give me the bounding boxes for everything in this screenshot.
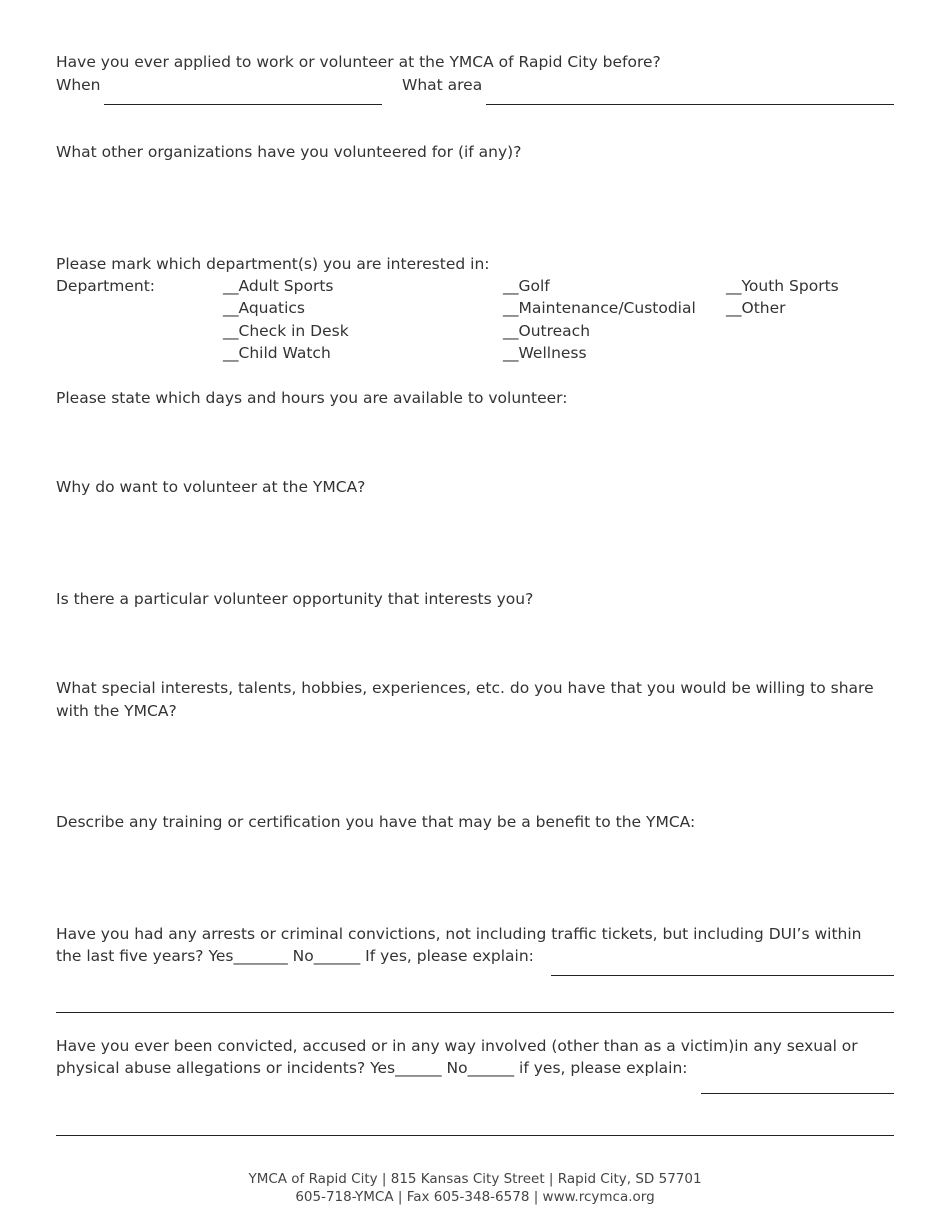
arrests-explain-line-2[interactable]: [56, 1012, 894, 1013]
dept-option-golf[interactable]: __Golf: [503, 277, 550, 295]
what-area-label: What area: [402, 76, 483, 94]
what-area-input-line[interactable]: [486, 104, 894, 105]
question-abuse-line1: Have you ever been convicted, accused or in any way involved (other than as a victim)in any sexual or: [56, 1037, 858, 1055]
question-applied-before: Have you ever applied to work or volunteer at the YMCA of Rapid City before?: [56, 53, 661, 71]
question-interests-line1: What special interests, talents, hobbies, experiences, etc. do you have that you would be willing to share: [56, 679, 874, 697]
dept-option-outreach[interactable]: __Outreach: [503, 322, 591, 340]
dept-option-aquatics[interactable]: __Aquatics: [223, 299, 305, 317]
question-departments: Please mark which department(s) you are interested in:: [56, 255, 490, 273]
footer-contact: 605-718-YMCA | Fax 605-348-6578 | www.rcymca.org: [295, 1189, 655, 1205]
question-why-volunteer: Why do want to volunteer at the YMCA?: [56, 478, 366, 496]
dept-option-wellness[interactable]: __Wellness: [503, 344, 587, 362]
dept-option-youth-sports[interactable]: __Youth Sports: [726, 277, 839, 295]
when-label: When: [56, 76, 101, 94]
question-abuse-line2: physical abuse allegations or incidents? Yes______ No______ if yes, please explain:: [56, 1059, 688, 1077]
question-other-organizations: What other organizations have you volunteered for (if any)?: [56, 143, 522, 161]
question-arrests-line1: Have you had any arrests or criminal convictions, not including traffic tickets, but including DUI’s within: [56, 925, 862, 943]
question-availability: Please state which days and hours you are available to volunteer:: [56, 389, 568, 407]
question-arrests-line2: the last five years? Yes_______ No______ If yes, please explain:: [56, 947, 534, 965]
question-training: Describe any training or certification you have that may be a benefit to the YMCA:: [56, 813, 696, 831]
abuse-explain-line-2[interactable]: [56, 1135, 894, 1136]
dept-option-other[interactable]: __Other: [726, 299, 786, 317]
question-interests-line2: with the YMCA?: [56, 702, 177, 720]
abuse-explain-line[interactable]: [701, 1093, 894, 1094]
department-label: Department:: [56, 277, 156, 295]
question-opportunity: Is there a particular volunteer opportunity that interests you?: [56, 590, 534, 608]
dept-option-maintenance-custodial[interactable]: __Maintenance/Custodial: [503, 299, 696, 317]
dept-option-check-in-desk[interactable]: __Check in Desk: [223, 322, 349, 340]
when-input-line[interactable]: [104, 104, 382, 105]
dept-option-adult-sports[interactable]: __Adult Sports: [223, 277, 334, 295]
dept-option-child-watch[interactable]: __Child Watch: [223, 344, 331, 362]
arrests-explain-line[interactable]: [551, 975, 894, 976]
footer-address: YMCA of Rapid City | 815 Kansas City Street | Rapid City, SD 57701: [248, 1171, 702, 1187]
